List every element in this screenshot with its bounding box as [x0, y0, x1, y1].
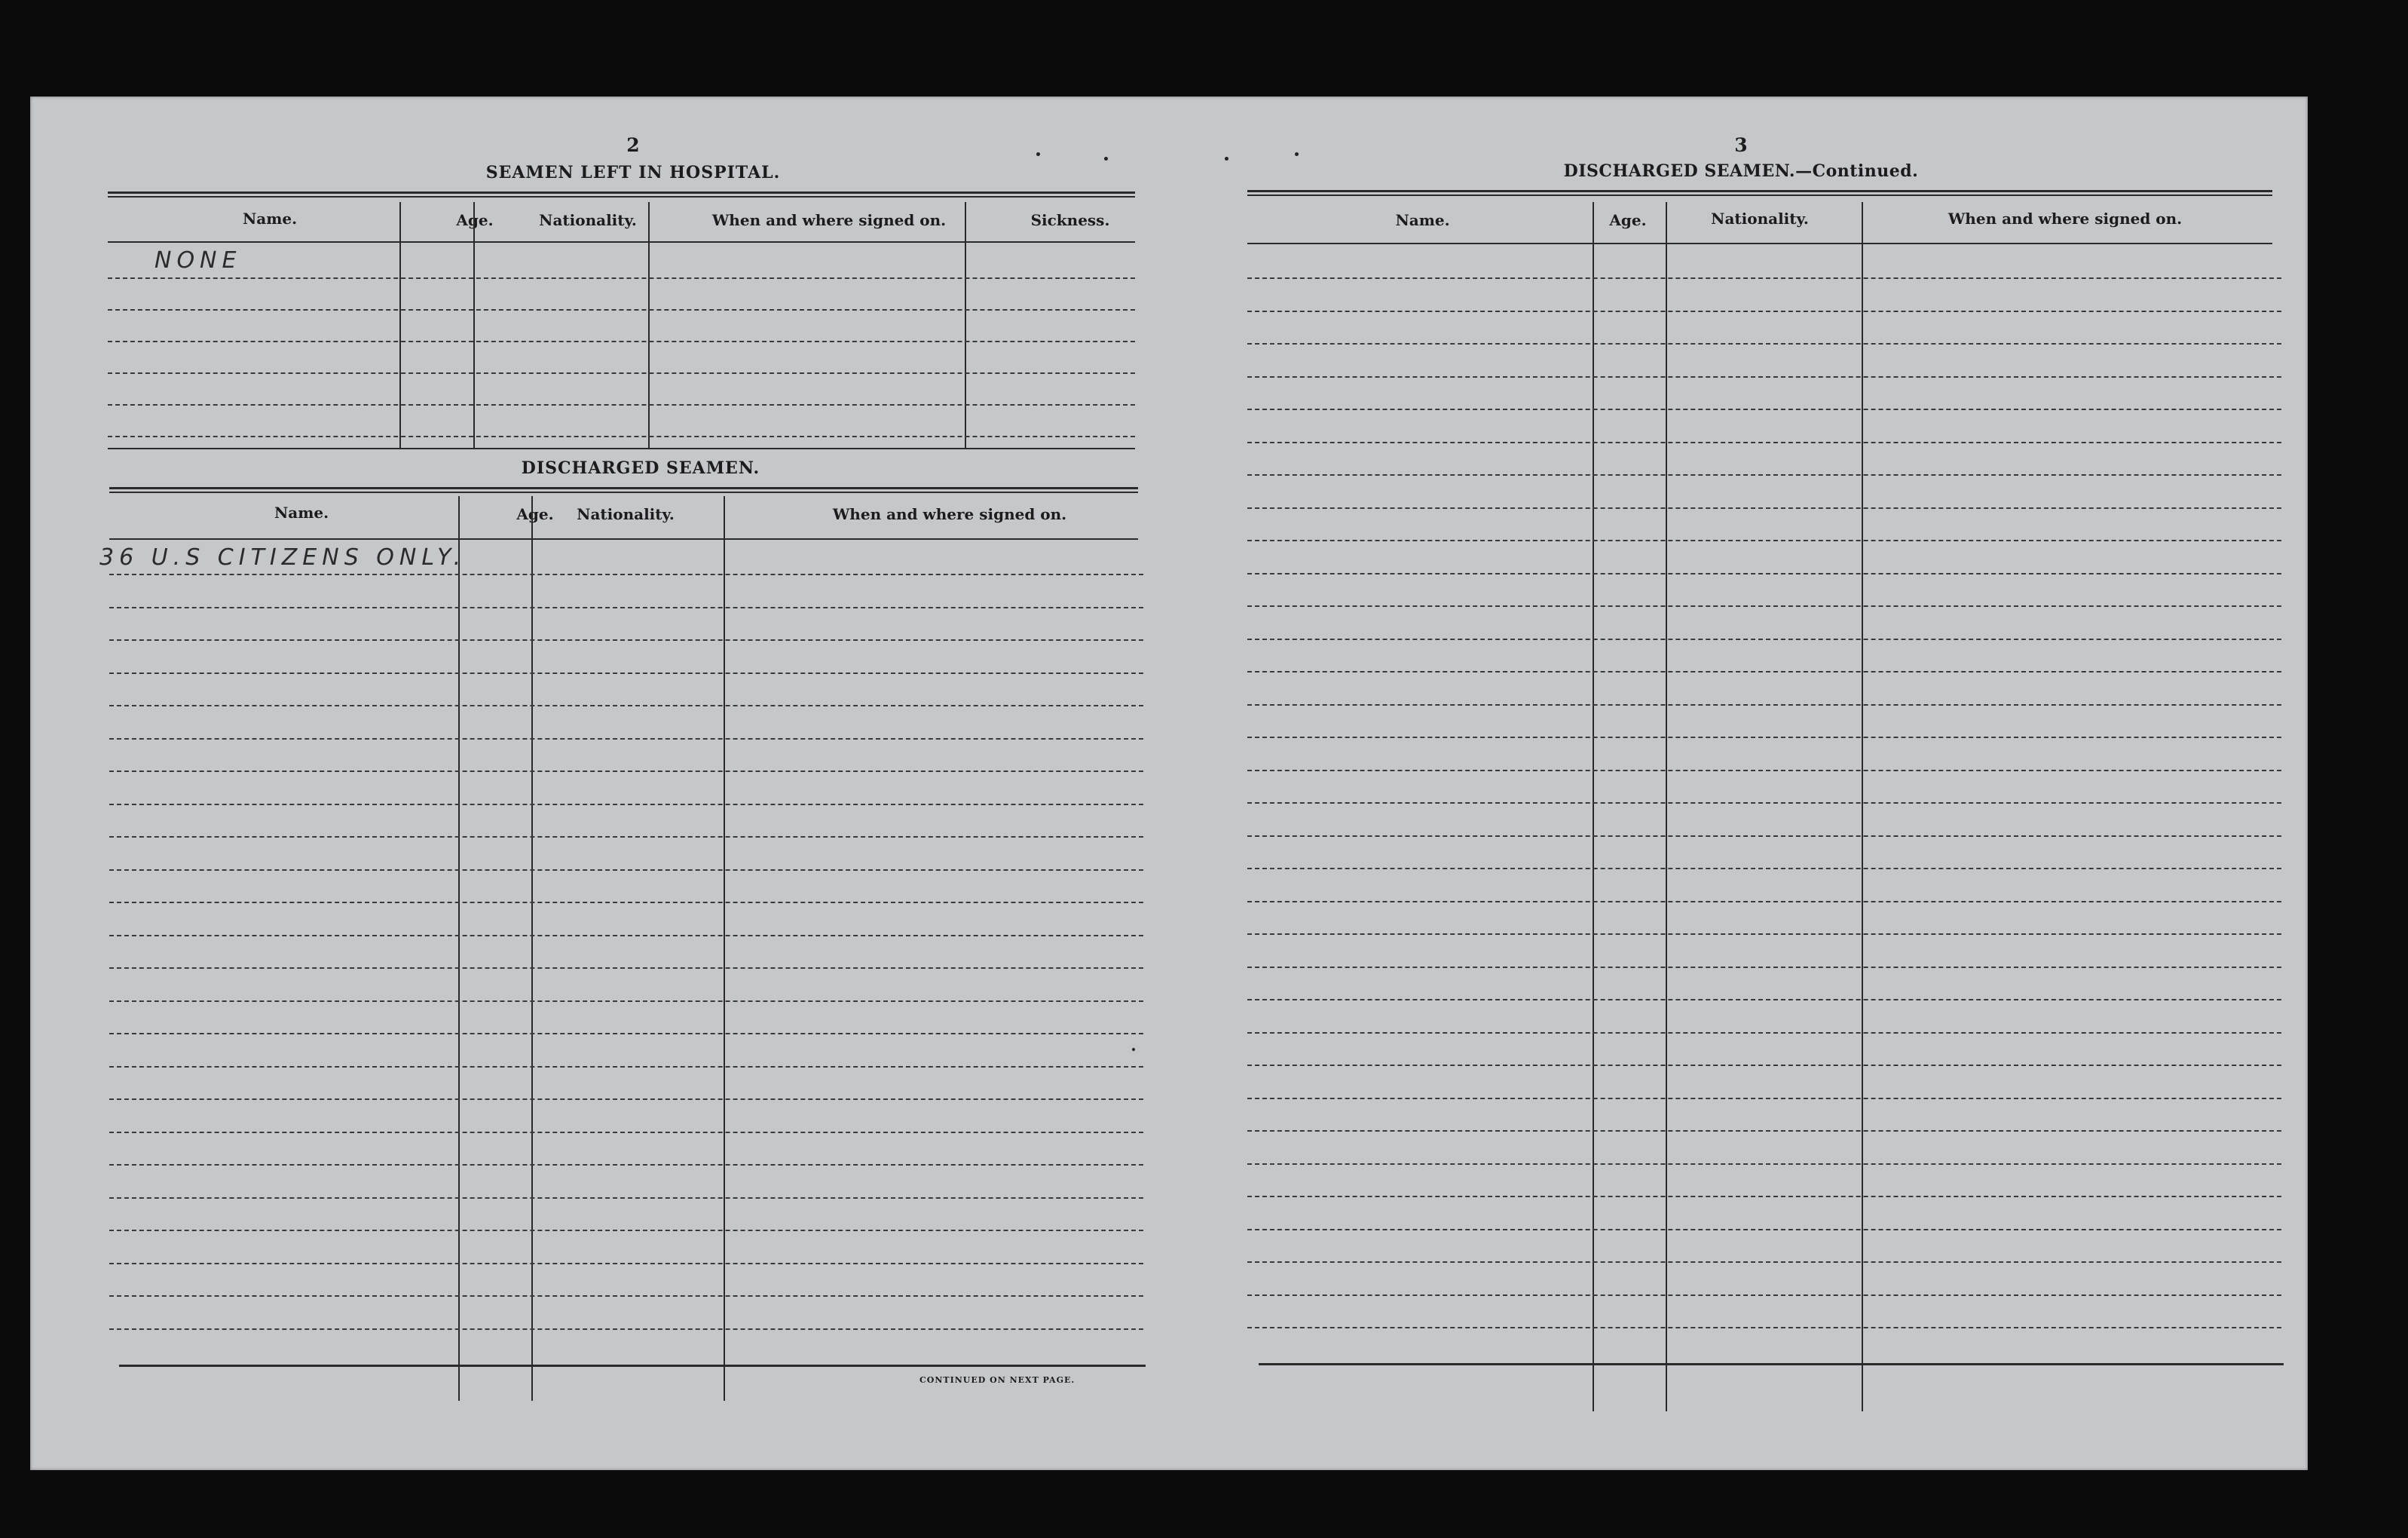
- ruling-line: [1247, 1261, 2281, 1263]
- ruling-line: [1247, 770, 2281, 771]
- ruling-line: [1247, 933, 2281, 935]
- hospital-col-name: Name.: [242, 210, 298, 228]
- ruling-line: [109, 804, 1143, 805]
- ruling-line: [1247, 343, 2281, 345]
- ruling-line: [109, 1132, 1143, 1133]
- discharged-top-rule: [109, 487, 1138, 493]
- ruling-line: [109, 574, 1143, 575]
- hospital-row-line: [108, 341, 1135, 342]
- ruling-line: [1247, 1163, 2281, 1165]
- ruling-line: [109, 869, 1143, 871]
- discharged-col-age: Age.: [516, 505, 554, 523]
- ruling-line: [1247, 868, 2281, 869]
- ruling-line: [109, 1263, 1143, 1264]
- ruling-line: [1247, 474, 2281, 476]
- ruling-line: [1247, 277, 2281, 279]
- hospital-row-line: [108, 277, 1135, 279]
- paper-speck: [1036, 152, 1040, 156]
- ruling-line: [1247, 704, 2281, 706]
- ruling-line: [109, 1033, 1143, 1034]
- hospital-col-age: Age.: [456, 211, 494, 229]
- ruling-line: [109, 1230, 1143, 1231]
- right-page-number: 3: [1734, 134, 1748, 156]
- discharged-divider-1: [458, 496, 460, 1401]
- right-col-age: Age.: [1609, 211, 1647, 229]
- right-header-rule: [1247, 243, 2272, 244]
- right-page-title: DISCHARGED SEAMEN.—Continued.: [1563, 161, 1919, 181]
- paper-speck: [1104, 157, 1108, 161]
- discharged-divider-2: [531, 496, 533, 1401]
- ruling-line: [109, 705, 1143, 706]
- hospital-col-signed-on: When and where signed on.: [711, 211, 947, 229]
- ruling-line: [109, 1000, 1143, 1002]
- ruling-line: [109, 607, 1143, 608]
- ruling-line: [109, 1295, 1143, 1297]
- discharged-header-rule: [109, 538, 1138, 540]
- hospital-section-title: SEAMEN LEFT IN HOSPITAL.: [485, 163, 781, 182]
- right-page-bottom-rule: [1259, 1363, 2284, 1365]
- ruling-line: [109, 967, 1143, 969]
- hospital-col-sickness: Sickness.: [1030, 211, 1110, 229]
- ruling-line: [1247, 311, 2281, 312]
- discharged-col-name: Name.: [274, 504, 329, 522]
- ruling-line: [109, 1197, 1143, 1199]
- ruling-line: [109, 1066, 1143, 1068]
- hospital-bottom-rule: [108, 448, 1135, 449]
- ruling-line: [109, 1328, 1143, 1330]
- ruling-line: [1247, 409, 2281, 410]
- right-col-name: Name.: [1395, 211, 1450, 229]
- ruling-line: [1247, 1065, 2281, 1066]
- ruling-line: [1247, 999, 2281, 1000]
- ruling-line: [1247, 835, 2281, 837]
- hospital-row-line: [108, 436, 1135, 437]
- form-sheet: [30, 97, 2308, 1470]
- hospital-divider-3: [648, 202, 650, 448]
- ruling-line: [1247, 639, 2281, 640]
- paper-speck: [1295, 152, 1299, 156]
- ruling-line: [1247, 1130, 2281, 1132]
- ruling-line: [109, 771, 1143, 772]
- right-top-rule: [1247, 190, 2272, 196]
- ruling-line: [109, 639, 1143, 641]
- ruling-line: [1247, 1294, 2281, 1296]
- paper-speck: [1132, 1048, 1135, 1051]
- ruling-line: [109, 902, 1143, 903]
- hospital-divider-4: [965, 202, 966, 448]
- hospital-divider-1: [399, 202, 401, 448]
- paper-speck: [1225, 157, 1228, 161]
- right-col-signed-on: When and where signed on.: [1948, 210, 2183, 228]
- ruling-line: [109, 1164, 1143, 1166]
- hospital-col-nationality: Nationality.: [539, 211, 637, 229]
- ruling-line: [109, 836, 1143, 838]
- discharged-divider-3: [724, 496, 725, 1401]
- ruling-line: [1247, 442, 2281, 443]
- ruling-line: [1247, 605, 2281, 607]
- ruling-line: [109, 672, 1143, 674]
- discharged-col-nationality: Nationality.: [577, 505, 675, 523]
- ruling-line: [1247, 1098, 2281, 1099]
- ruling-line: [1247, 901, 2281, 902]
- ruling-line: [1247, 1327, 2281, 1328]
- hospital-row-line: [108, 372, 1135, 374]
- ruling-line: [109, 738, 1143, 740]
- hospital-row-line: [108, 309, 1135, 311]
- ruling-line: [109, 1098, 1143, 1100]
- hospital-handwritten-entry: NONE: [155, 247, 242, 274]
- ruling-line: [1247, 737, 2281, 738]
- ruling-line: [1247, 967, 2281, 968]
- discharged-handwritten-entry: 36 U.S CITIZENS ONLY.: [99, 544, 467, 571]
- hospital-top-rule: [108, 191, 1135, 198]
- ruling-line: [1247, 1196, 2281, 1197]
- left-page-number: 2: [626, 134, 640, 156]
- ruling-line: [1247, 376, 2281, 378]
- hospital-row-line: [108, 404, 1135, 406]
- ruling-line: [1247, 540, 2281, 541]
- ruling-line: [109, 935, 1143, 936]
- ruling-line: [1247, 1229, 2281, 1230]
- continued-note: CONTINUED ON NEXT PAGE.: [919, 1375, 1075, 1385]
- ruling-line: [1247, 1032, 2281, 1034]
- left-page-bottom-rule: [119, 1365, 1146, 1367]
- right-col-nationality: Nationality.: [1711, 210, 1809, 228]
- ruling-line: [1247, 507, 2281, 509]
- hospital-divider-2: [473, 202, 475, 448]
- ruling-line: [1247, 802, 2281, 804]
- ruling-line: [1247, 573, 2281, 574]
- ruling-line: [1247, 671, 2281, 672]
- discharged-section-title: DISCHARGED SEAMEN.: [521, 458, 760, 478]
- discharged-col-signed-on: When and where signed on.: [832, 505, 1067, 523]
- hospital-header-rule: [108, 241, 1135, 243]
